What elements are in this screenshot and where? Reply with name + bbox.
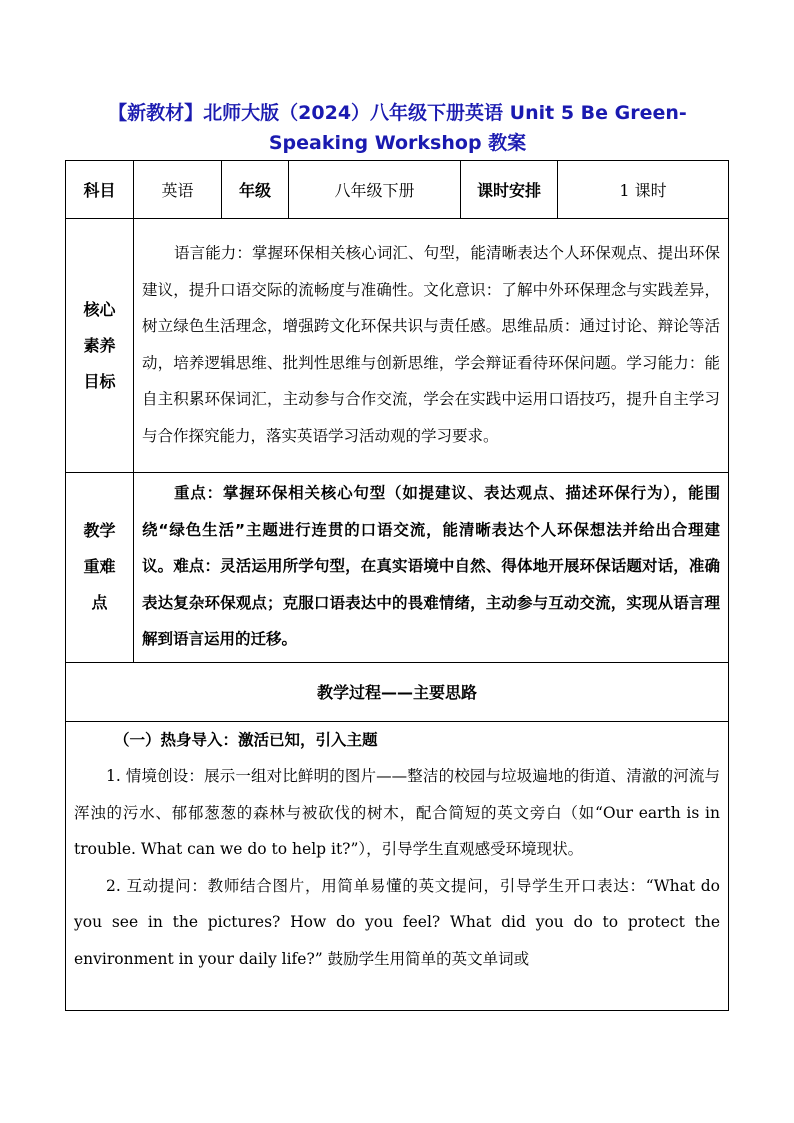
subject-label: 科目 [66, 161, 134, 219]
header-row [66, 161, 729, 219]
core-label-line-1: 核心 [83, 299, 116, 319]
key-points-text: 重点：掌握环保相关核心句型（如提建议、表达观点、描述环保行为），能围绕“绿色生活”主题进行连贯的口语交流，能清晰表达个人环保想法并给出合理建议。难点：灵活运用所学句型，在真实语境中自然、得体地开展环保话题对话，准确表达复杂环保观点；克服口语表达中的畏难情绪，主动参与互动交流，实现从语言理解到语言运用的迁移。 [142, 484, 720, 648]
subject-value: 英语 [134, 161, 222, 219]
grade-value: 八年级下册 [289, 161, 461, 219]
lesson-plan-table [65, 160, 729, 1011]
core-label-line-2: 素养 [83, 335, 116, 355]
grade-label: 年级 [222, 161, 289, 219]
hours-value: 1 课时 [558, 161, 729, 219]
process-title-row [66, 662, 729, 721]
process-title: 教学过程——主要思路 [66, 662, 729, 721]
document-title: 【新教材】北师大版（2024）八年级下册英语 Unit 5 Be Green-Speaking Workshop 教案 [108, 102, 687, 154]
key-label-line-3: 点 [91, 593, 108, 613]
core-literacy-content [134, 219, 729, 473]
process-body [66, 721, 729, 1010]
key-label-line-2: 重难 [83, 557, 116, 577]
process-item-2: 2. 互动提问：教师结合图片，用简单易懂的英文提问，引导学生开口表达：“What do you see in the pictures? How do you feel? What did you do to protect the environment in your daily life?” 鼓励学生用简单的英文单词或 [74, 876, 720, 968]
section-1-title: （一）热身导入：激活已知，引入主题 [114, 730, 378, 749]
process-item-1: 1. 情境创设：展示一组对比鲜明的图片——整洁的校园与垃圾遍地的街道、清澈的河流与浑浊的污水、郁郁葱葱的森林与被砍伐的树木，配合简短的英文旁白（如“Our earth is in trouble. What can we do to help it?”），引导学生直观感受环境现状。 [74, 767, 720, 858]
key-points-row [66, 473, 729, 663]
core-literacy-row [66, 219, 729, 473]
core-literacy-label [66, 219, 134, 473]
key-points-label [66, 473, 134, 663]
core-literacy-text: 语言能力：掌握环保相关核心词汇、句型，能清晰表达个人环保观点、提出环保建议，提升口语交际的流畅度与准确性。文化意识：了解中外环保理念与实践差异，树立绿色生活理念，增强跨文化环保共识与责任感。思维品质：通过讨论、辩论等活动，培养逻辑思维、批判性思维与创新思维，学会辩证看待环保问题。学习能力：能自主积累环保词汇，主动参与合作交流，学会在实践中运用口语技巧，提升自主学习与合作探究能力，落实英语学习活动观的学习要求。 [142, 244, 720, 445]
core-label-line-3: 目标 [83, 371, 116, 391]
hours-label: 课时安排 [461, 161, 558, 219]
key-label-line-1: 教学 [83, 521, 116, 541]
process-body-row [66, 721, 729, 1010]
key-points-content [134, 473, 729, 663]
